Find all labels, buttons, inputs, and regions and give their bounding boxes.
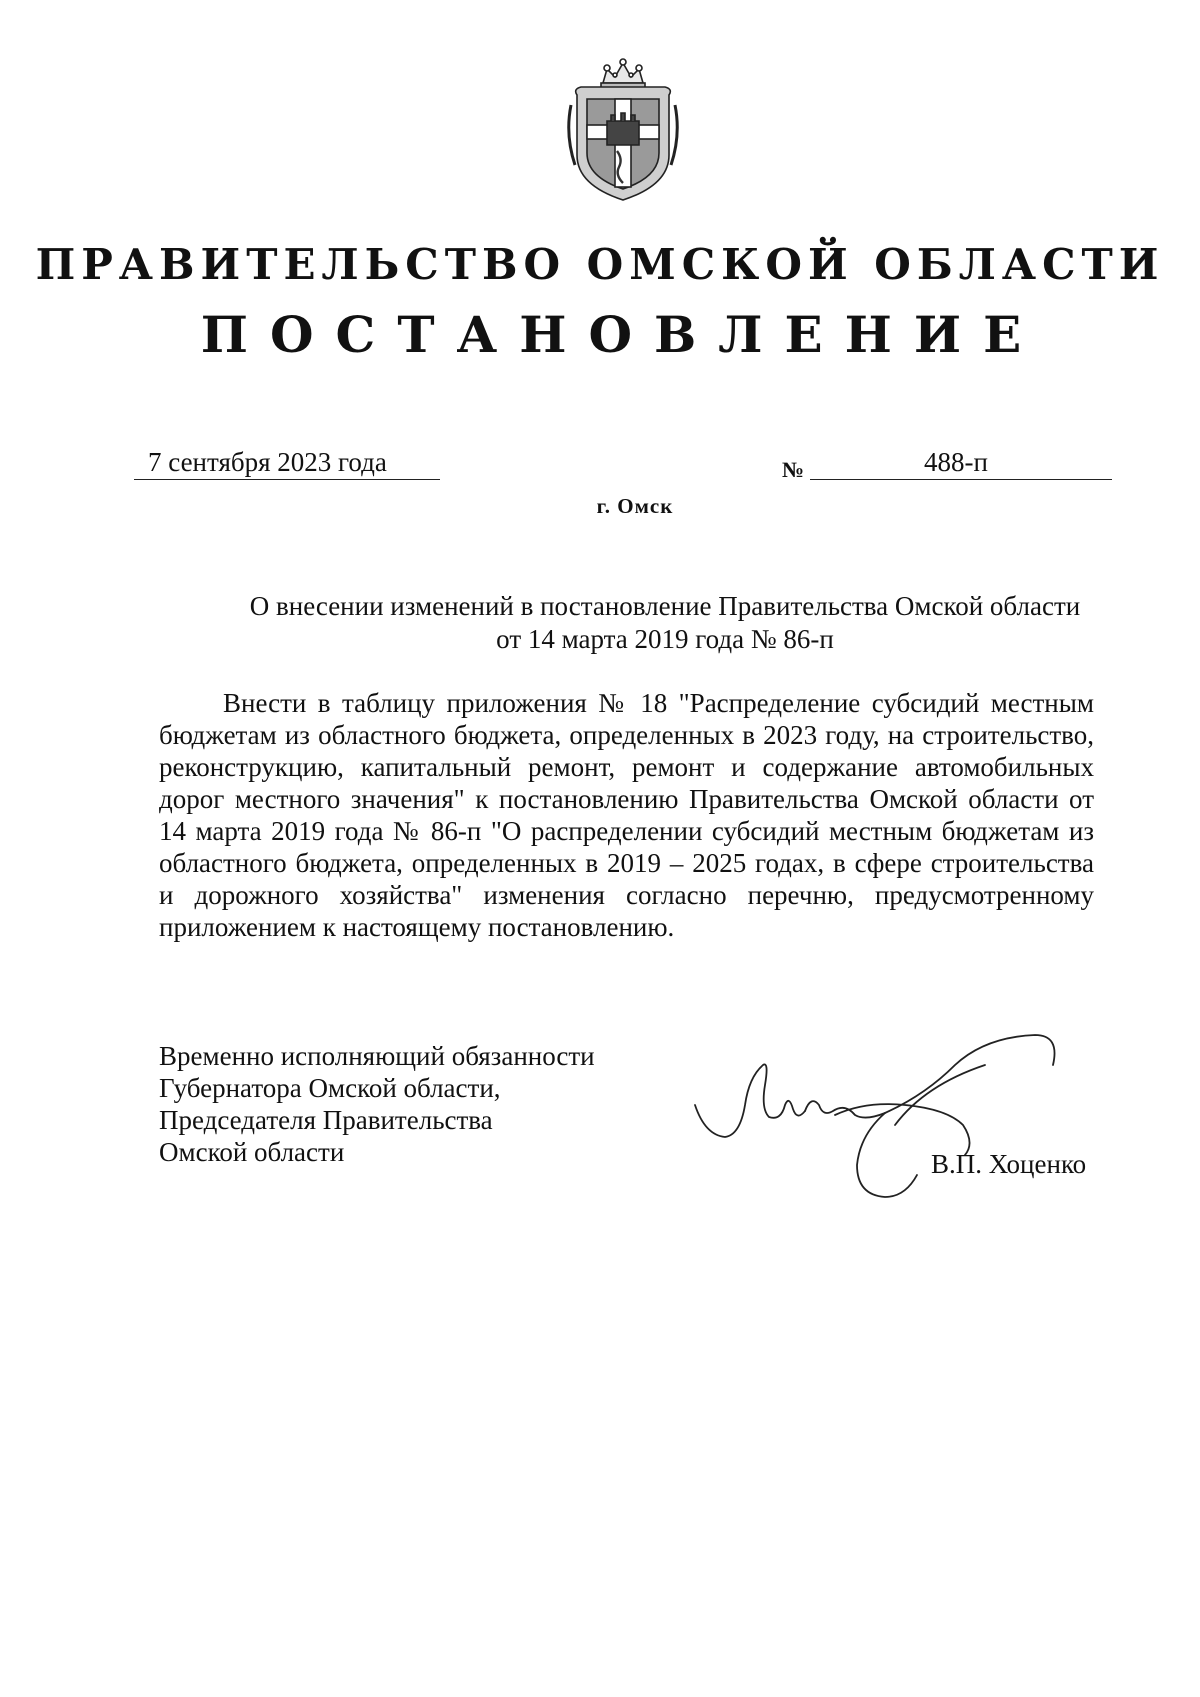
document-number: 488-п [810,445,1112,480]
signer-position-line: Губернатора Омской области, [159,1073,501,1103]
government-title: ПРАВИТЕЛЬСТВО ОМСКОЙ ОБЛАСТИ [35,240,1165,289]
body-paragraph: Внести в таблицу приложения № 18 "Распределение субсидий местным бюджетам из областного бюджета, определенных в 2023 году, на строительство, реконструкцию, капитальный ремонт, ремонт и содержание автомобильных дорог местного значения" к постановлению Правительства Омской области от 14 марта 2019 года № 86-п "О распределении субсидий местным бюджетам из областного бюджета, определенных в 2019 – 2025 годах, в сфере строительства и дорожного хозяйства" изменения согласно перечню, предусмотренному приложением к настоящему постановлению. [159,688,1094,942]
coat-of-arms-icon [563,55,683,205]
document-date: 7 сентября 2023 года [134,445,440,480]
document-type-title: ПОСТАНОВЛЕНИЕ [200,305,1044,364]
number-sign: № [782,457,805,482]
signer-position [159,1040,639,1168]
subject-line-2: от 14 марта 2019 года № 86-п [496,624,834,654]
subject-line-1: О внесении изменений в постановление Правительства Омской области [249,591,1081,621]
signer-position-line: Председателя Правительства [159,1105,493,1135]
signer-position-line: Временно исполняющий обязанности [159,1041,595,1071]
signer-name: В.П. Хоценко [931,1149,1087,1179]
document-subject [150,590,1180,656]
signer-position-line: Омской области [159,1137,345,1167]
city-label: г. Омск [596,494,674,518]
